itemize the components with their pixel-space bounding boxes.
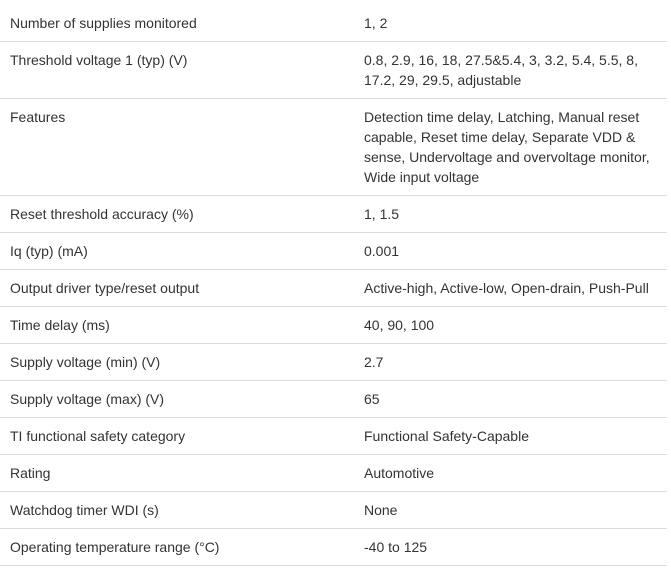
table-row [0, 42, 667, 99]
parameter-value: None [354, 492, 667, 529]
parameter-value: Automotive [354, 455, 667, 492]
table-row [0, 455, 667, 492]
parameter-name: Iq (typ) (mA) [0, 233, 354, 270]
table-row [0, 344, 667, 381]
parameter-name: TI functional safety category [0, 418, 354, 455]
parameter-value: 0.8, 2.9, 16, 18, 27.5&5.4, 3, 3.2, 5.4, 5.5, 8, 17.2, 29, 29.5, adjustable [354, 42, 667, 99]
table-row [0, 529, 667, 566]
parameter-name: Supply voltage (min) (V) [0, 344, 354, 381]
table-row [0, 233, 667, 270]
table-row [0, 307, 667, 344]
parameter-name: Time delay (ms) [0, 307, 354, 344]
parameter-name: Watchdog timer WDI (s) [0, 492, 354, 529]
parameter-name: Reset threshold accuracy (%) [0, 196, 354, 233]
parameter-name: Supply voltage (max) (V) [0, 381, 354, 418]
table-row [0, 418, 667, 455]
parameter-name: Number of supplies monitored [0, 0, 354, 42]
parameter-value: 1, 1.5 [354, 196, 667, 233]
parameter-name: Rating [0, 455, 354, 492]
parameter-value: 2.7 [354, 344, 667, 381]
parameter-name: Operating temperature range (°C) [0, 529, 354, 566]
parameter-name: Output driver type/reset output [0, 270, 354, 307]
parameter-value: 0.001 [354, 233, 667, 270]
table-row [0, 381, 667, 418]
table-row [0, 270, 667, 307]
parameter-value: Detection time delay, Latching, Manual reset capable, Reset time delay, Separate VDD & sense, Undervoltage and overvoltage monitor, Wide input voltage [354, 99, 667, 196]
table-row [0, 492, 667, 529]
table-row [0, 196, 667, 233]
parameter-name: Threshold voltage 1 (typ) (V) [0, 42, 354, 99]
parameter-value: -40 to 125 [354, 529, 667, 566]
parameter-name: Features [0, 99, 354, 196]
parameter-value: Functional Safety-Capable [354, 418, 667, 455]
table-row [0, 99, 667, 196]
parameter-value: Active-high, Active-low, Open-drain, Push-Pull [354, 270, 667, 307]
table-row [0, 0, 667, 42]
parameter-value: 65 [354, 381, 667, 418]
parameter-value: 1, 2 [354, 0, 667, 42]
parameter-value: 40, 90, 100 [354, 307, 667, 344]
